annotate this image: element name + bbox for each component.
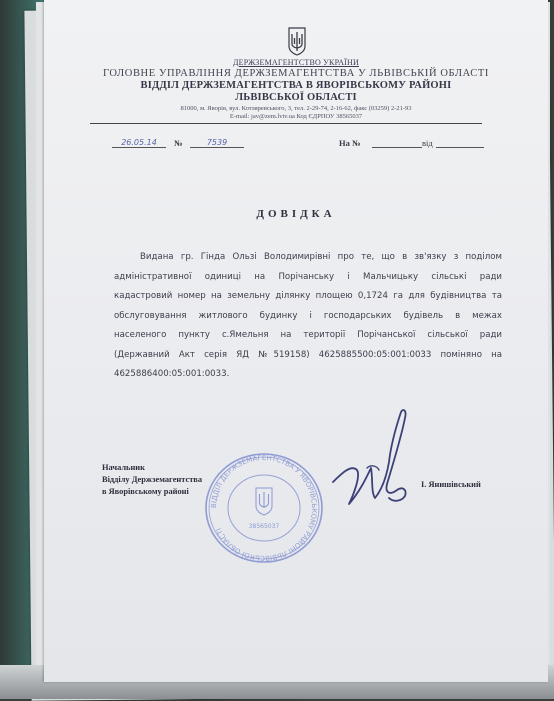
letterhead-divider <box>90 123 482 124</box>
registration-number-label: № <box>174 138 183 148</box>
trident-emblem-icon <box>287 26 307 56</box>
signatory-title-line2: Відділу Держземагентства <box>102 475 203 484</box>
agency-name: ДЕРЖЗЕМАГЕНТСТВО УКРАЇНИ <box>233 58 359 67</box>
registration-date: 26.05.14 <box>112 138 166 148</box>
stamp-ring-text: ВІДДІЛ ДЕРЖЗЕМАГЕНТСТВА У ЯВОРІВСЬКОМУ РАЙОНІ ЛЬВІВСЬКОЇ ОБЛАСТІ <box>209 453 319 563</box>
reply-number-blank <box>372 147 422 148</box>
handwritten-signature <box>327 404 419 508</box>
official-stamp <box>202 450 326 566</box>
registration-number: 7539 <box>190 138 244 148</box>
body-line: Видана гр. Гінда Ользі Володимирівні про те, що в зв'язку з поділом <box>140 252 502 262</box>
body-line: обслуговування житлового будинку і господарських будівель в межах <box>114 310 502 321</box>
body-line: (Державний Акт серія ЯД №519158) 4625885500:05:001:0033 поміняно на <box>114 349 502 360</box>
body-line: кадастровий номер на земельну ділянку площею 0,1724 га для будівництва та <box>114 291 502 301</box>
document-body <box>114 248 502 385</box>
reply-to-label: На № <box>339 138 361 148</box>
body-line: населеного пункту с.Ямельня на території Порічанської сільської ради <box>114 330 502 340</box>
reply-date-blank <box>436 147 484 148</box>
signatory-title-line1: Начальник <box>102 463 145 472</box>
body-line: 4625886400:05:001:0033. <box>114 369 230 379</box>
stamp-code: 38565037 <box>248 523 280 530</box>
email-line: E-mail: jav@zem.lviv.ua Код ЄДРПОУ 38565037 <box>229 113 363 120</box>
department-name-line1: ВІДДІЛ ДЕРЖЗЕМАГЕНТСТВА В ЯВОРІВСЬКОМУ РАЙОНІ <box>140 80 452 91</box>
department-name-line2: ЛЬВІВСЬКОЇ ОБЛАСТІ <box>235 92 357 103</box>
document-page <box>44 0 548 682</box>
stamp-trident-icon <box>256 488 272 515</box>
signatory-title-line3: в Яворівському районі <box>102 487 189 496</box>
main-department-name: ГОЛОВНЕ УПРАВЛІННЯ ДЕРЖЗЕМАГЕНТСТВА У ЛЬВІВСЬКІЙ ОБЛАСТІ <box>102 68 490 79</box>
document-title: ДОВІДКА <box>256 208 336 220</box>
body-line: адміністративної одиниці на Порічанську і Мальчицьку сільські ради <box>114 271 502 282</box>
reply-date-label: від <box>422 138 433 148</box>
address-line: 81000, м. Яворів, вул. Котляревського, 3, тел. 2-29-74, 2-16-62, факс (03259) 2-21-93 <box>180 105 412 112</box>
signatory-name: І. Янишівський <box>421 480 481 489</box>
